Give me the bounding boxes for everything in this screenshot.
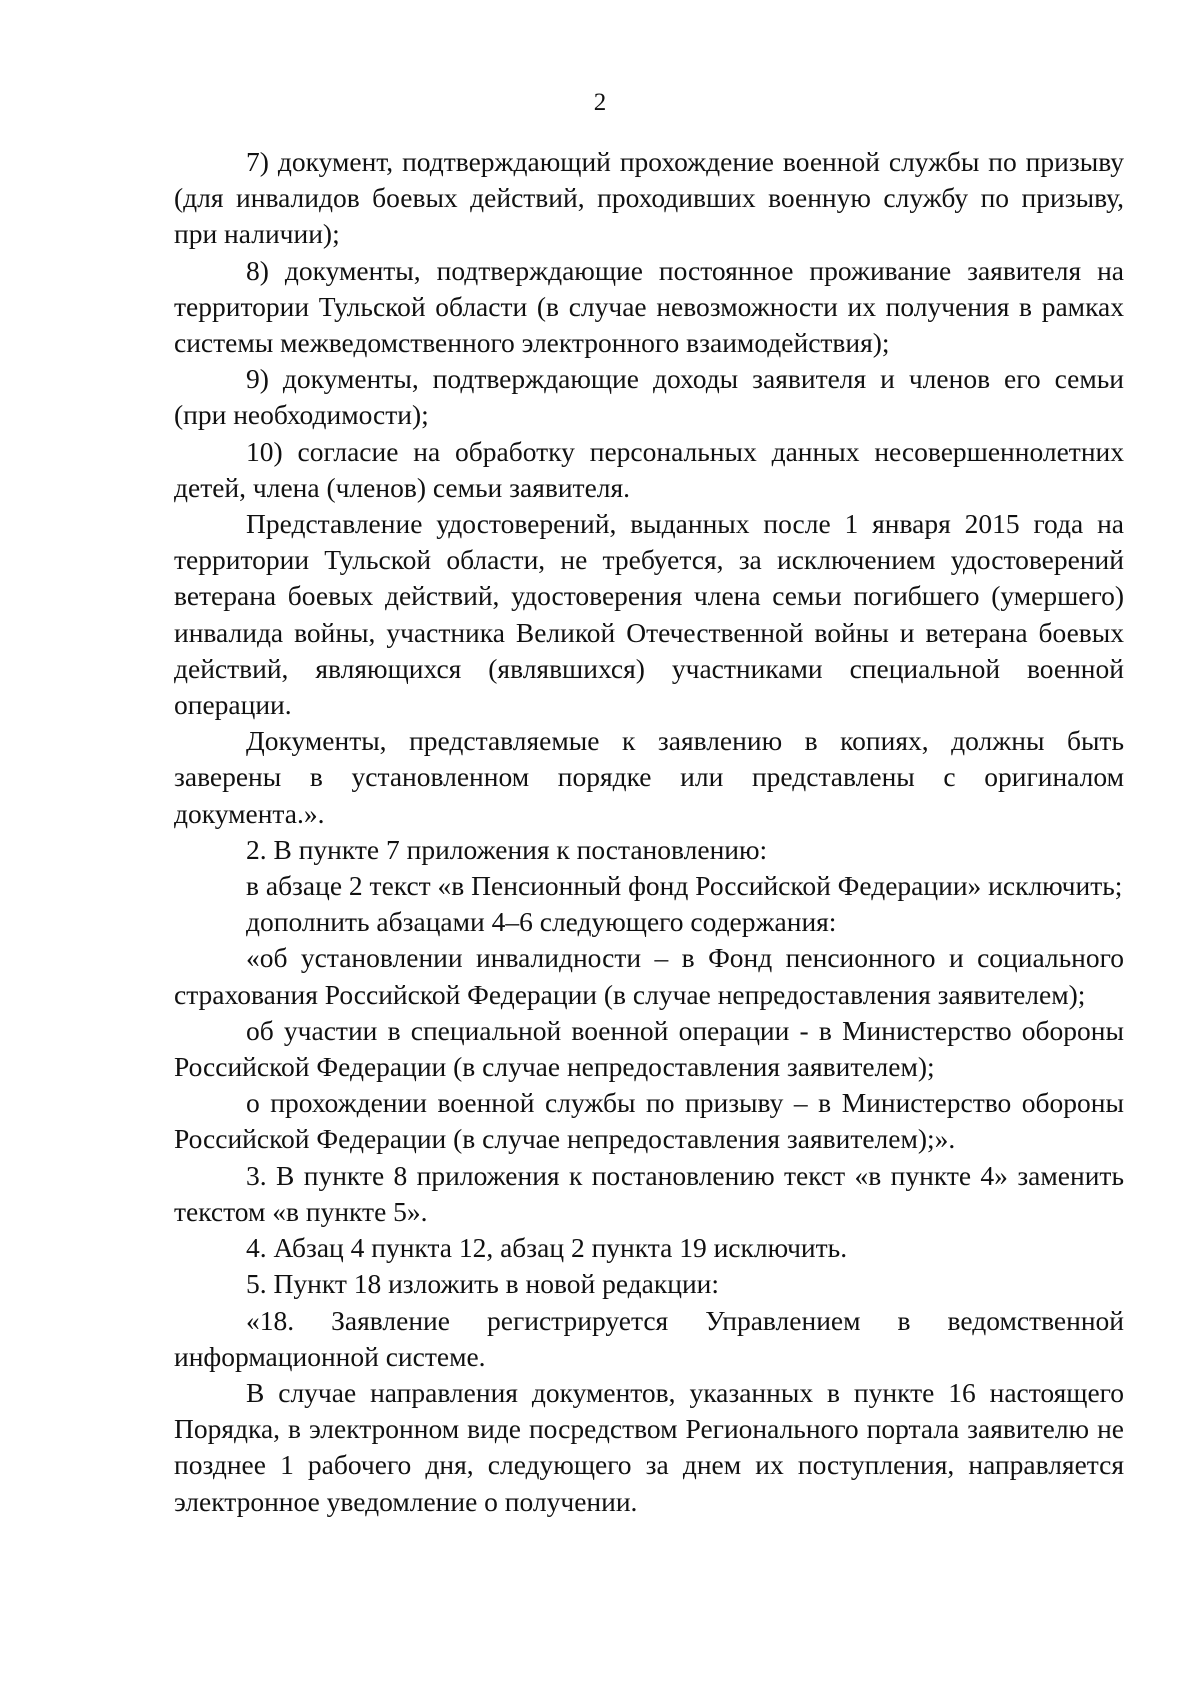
page-number: 2 — [593, 89, 607, 116]
paragraph-pension-fund-exclusion: в абзаце 2 текст «в Пенсионный фонд Российской Федерации» исключить; — [246, 870, 1123, 902]
paragraph-certified-copies: Документы, представляемые к заявлению в копиях, должны быть заверены в установленном порядке или представлены с оригиналом документа.». — [174, 725, 1124, 829]
paragraph-certificates-after-2015: Представление удостоверений, выданных после 1 января 2015 года на территории Тульской области, не требуется, за исключением удостоверений ветерана боевых действий, удостоверения члена семьи погибшего (умершего) инвалида войны, участника Великой Отечественной войны и ветерана боевых действий, являющихся (являвшихся) участниками специальной военной операции. — [174, 508, 1124, 721]
paragraph-conscription-ministry: о прохождении военной службы по призыву – в Министерство обороны Российской Федерации (в случае непредоставления заявителем);». — [174, 1087, 1124, 1155]
paragraph-add-subparagraphs: дополнить абзацами 4–6 следующего содержания: — [246, 906, 837, 938]
paragraph-clause-2: 2. В пункте 7 приложения к постановлению: — [246, 833, 768, 865]
paragraph-item-18-registration: «18. Заявление регистрируется Управлением в ведомственной информационной системе. — [174, 1304, 1124, 1372]
paragraph-special-operation-ministry: об участии в специальной военной операции - в Министерство обороны Российской Федерации (в случае непредоставления заявителем); — [174, 1014, 1124, 1083]
paragraph-disability-fund: «об установлении инвалидности – в Фонд пенсионного и социального страхования Российской Федерации (в случае непредоставления заявителем); — [174, 942, 1124, 1010]
paragraph-clause-3: 3. В пункте 8 приложения к постановлению текст «в пункте 4» заменить текстом «в пункте 5». — [174, 1159, 1124, 1227]
paragraph-item-10-personal-data-consent: 10) согласие на обработку персональных данных несовершеннолетних детей, члена (членов) семьи заявителя. — [174, 435, 1124, 503]
paragraph-item-7-military-service-document: 7) документ, подтверждающий прохождение военной службы по призыву (для инвалидов боевых действий, проходивших военную службу по призыву, при наличии); — [174, 146, 1124, 250]
document-body — [174, 144, 1124, 1520]
paragraph-clause-4: 4. Абзац 4 пункта 12, абзац 2 пункта 19 исключить. — [246, 1232, 848, 1264]
paragraph-item-8-residence-documents: 8) документы, подтверждающие постоянное проживание заявителя на территории Тульской области (в случае невозможности их получения в рамках системы межведомственного электронного взаимодействия); — [174, 254, 1124, 359]
paragraph-electronic-notification: В случае направления документов, указанных в пункте 16 настоящего Порядка, в электронном виде посредством Регионального портала заявителю не позднее 1 рабочего дня, следующего за днем их поступления, направляется электронное уведомление о получении. — [174, 1376, 1124, 1517]
paragraph-item-9-income-documents: 9) документы, подтверждающие доходы заявителя и членов его семьи (при необходимости); — [174, 363, 1124, 431]
paragraph-clause-5: 5. Пункт 18 изложить в новой редакции: — [246, 1268, 720, 1300]
